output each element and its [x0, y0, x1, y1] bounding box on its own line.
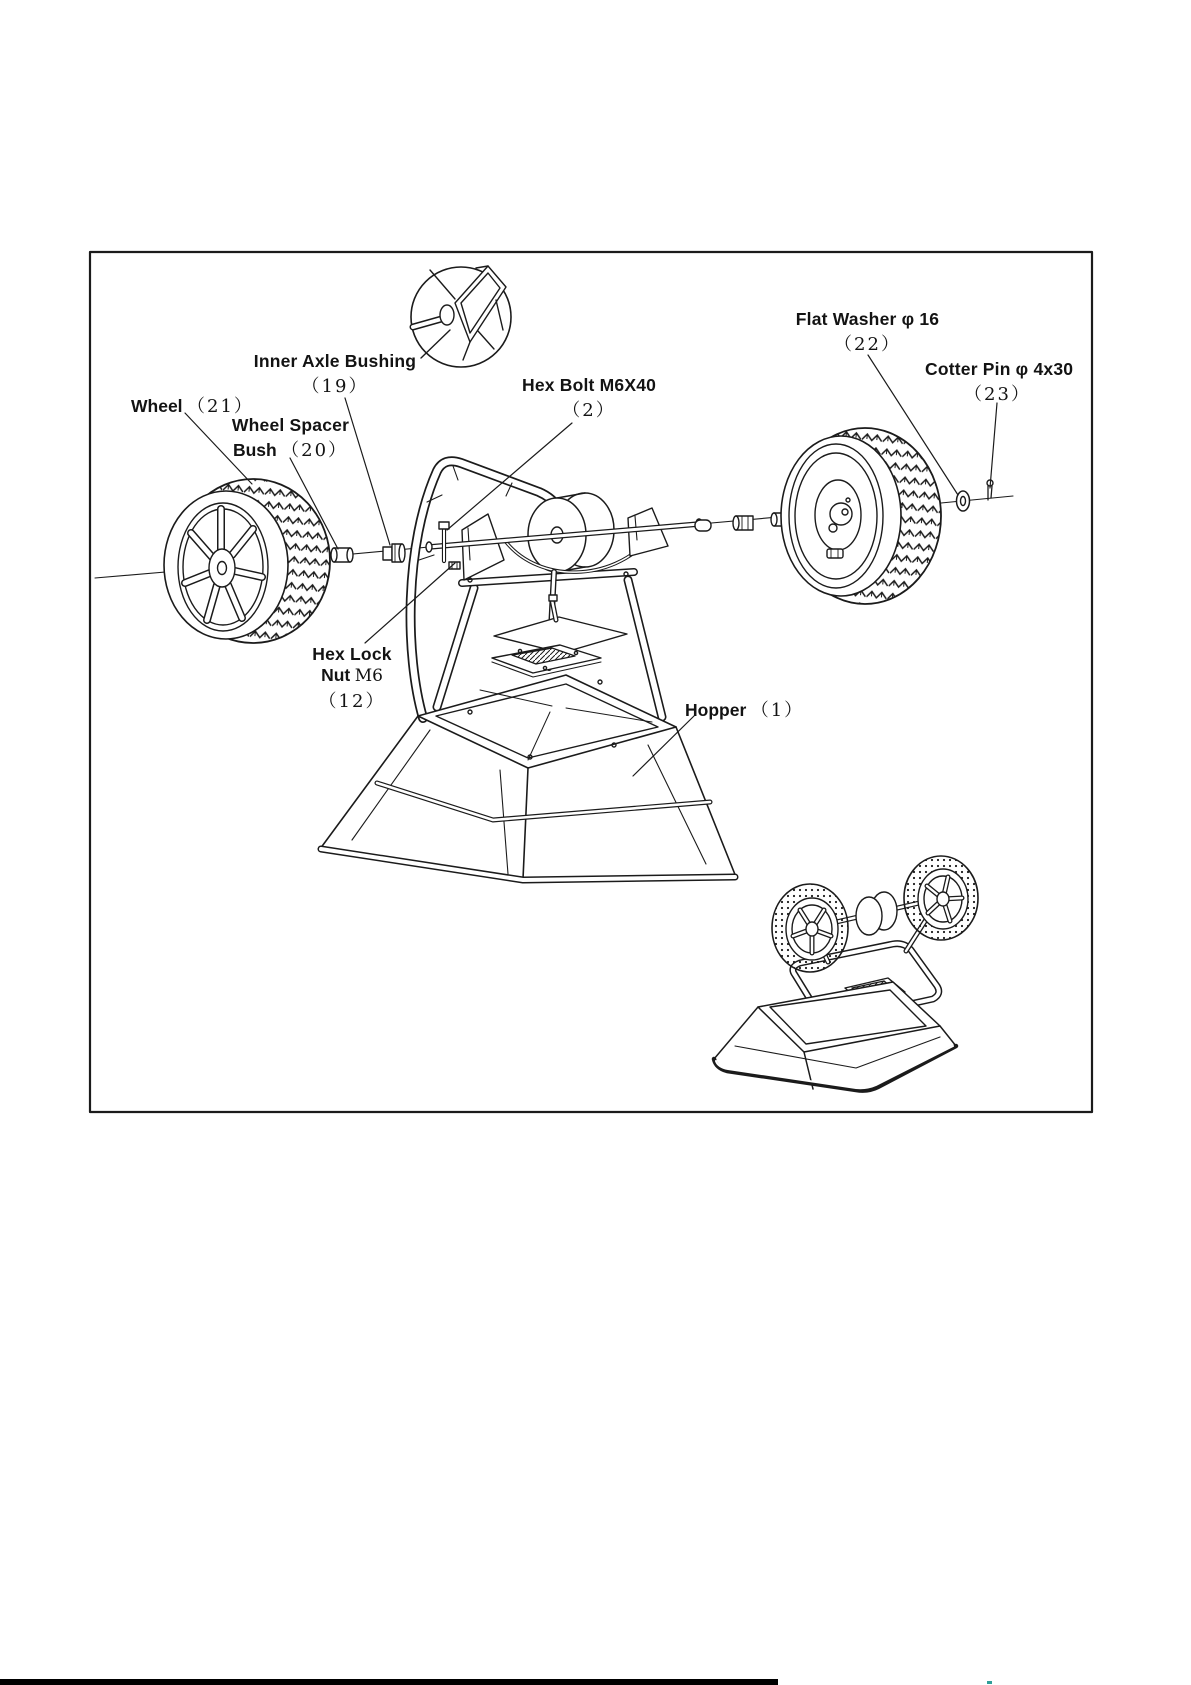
wheel-spacer-bush-part — [331, 548, 353, 562]
right-wheel — [781, 428, 941, 604]
label-hex-bolt: Hex Bolt M6X40 （2） — [522, 375, 657, 421]
label-hex-lock-nut: Hex Lock Nut M6 （12） — [312, 644, 392, 712]
spreader-plate — [492, 572, 627, 677]
flat-washer-part — [957, 491, 970, 511]
leader-cotter-pin — [990, 403, 997, 488]
label-wheel: Wheel （21） — [131, 396, 254, 417]
inner-axle-bushing-part — [383, 544, 405, 562]
label-cotter-pin: Cotter Pin φ 4x30 （23） — [925, 359, 1074, 405]
bottom-cutoff-bar — [0, 1679, 778, 1685]
left-wheel — [164, 479, 330, 643]
hex-bolt-part — [439, 522, 449, 561]
bottom-accent-dot — [987, 1681, 992, 1684]
detail-circle — [411, 266, 511, 367]
label-hopper: Hopper （1） — [685, 700, 805, 721]
label-inner-axle-bushing: Inner Axle Bushing （19） — [253, 351, 417, 397]
label-wheel-spacer-bush: Wheel Spacer Bush （20） — [231, 415, 350, 461]
label-flat-washer: Flat Washer φ 16 （22） — [795, 309, 940, 355]
right-axle-parts — [695, 513, 792, 531]
assembled-view — [714, 856, 978, 1091]
